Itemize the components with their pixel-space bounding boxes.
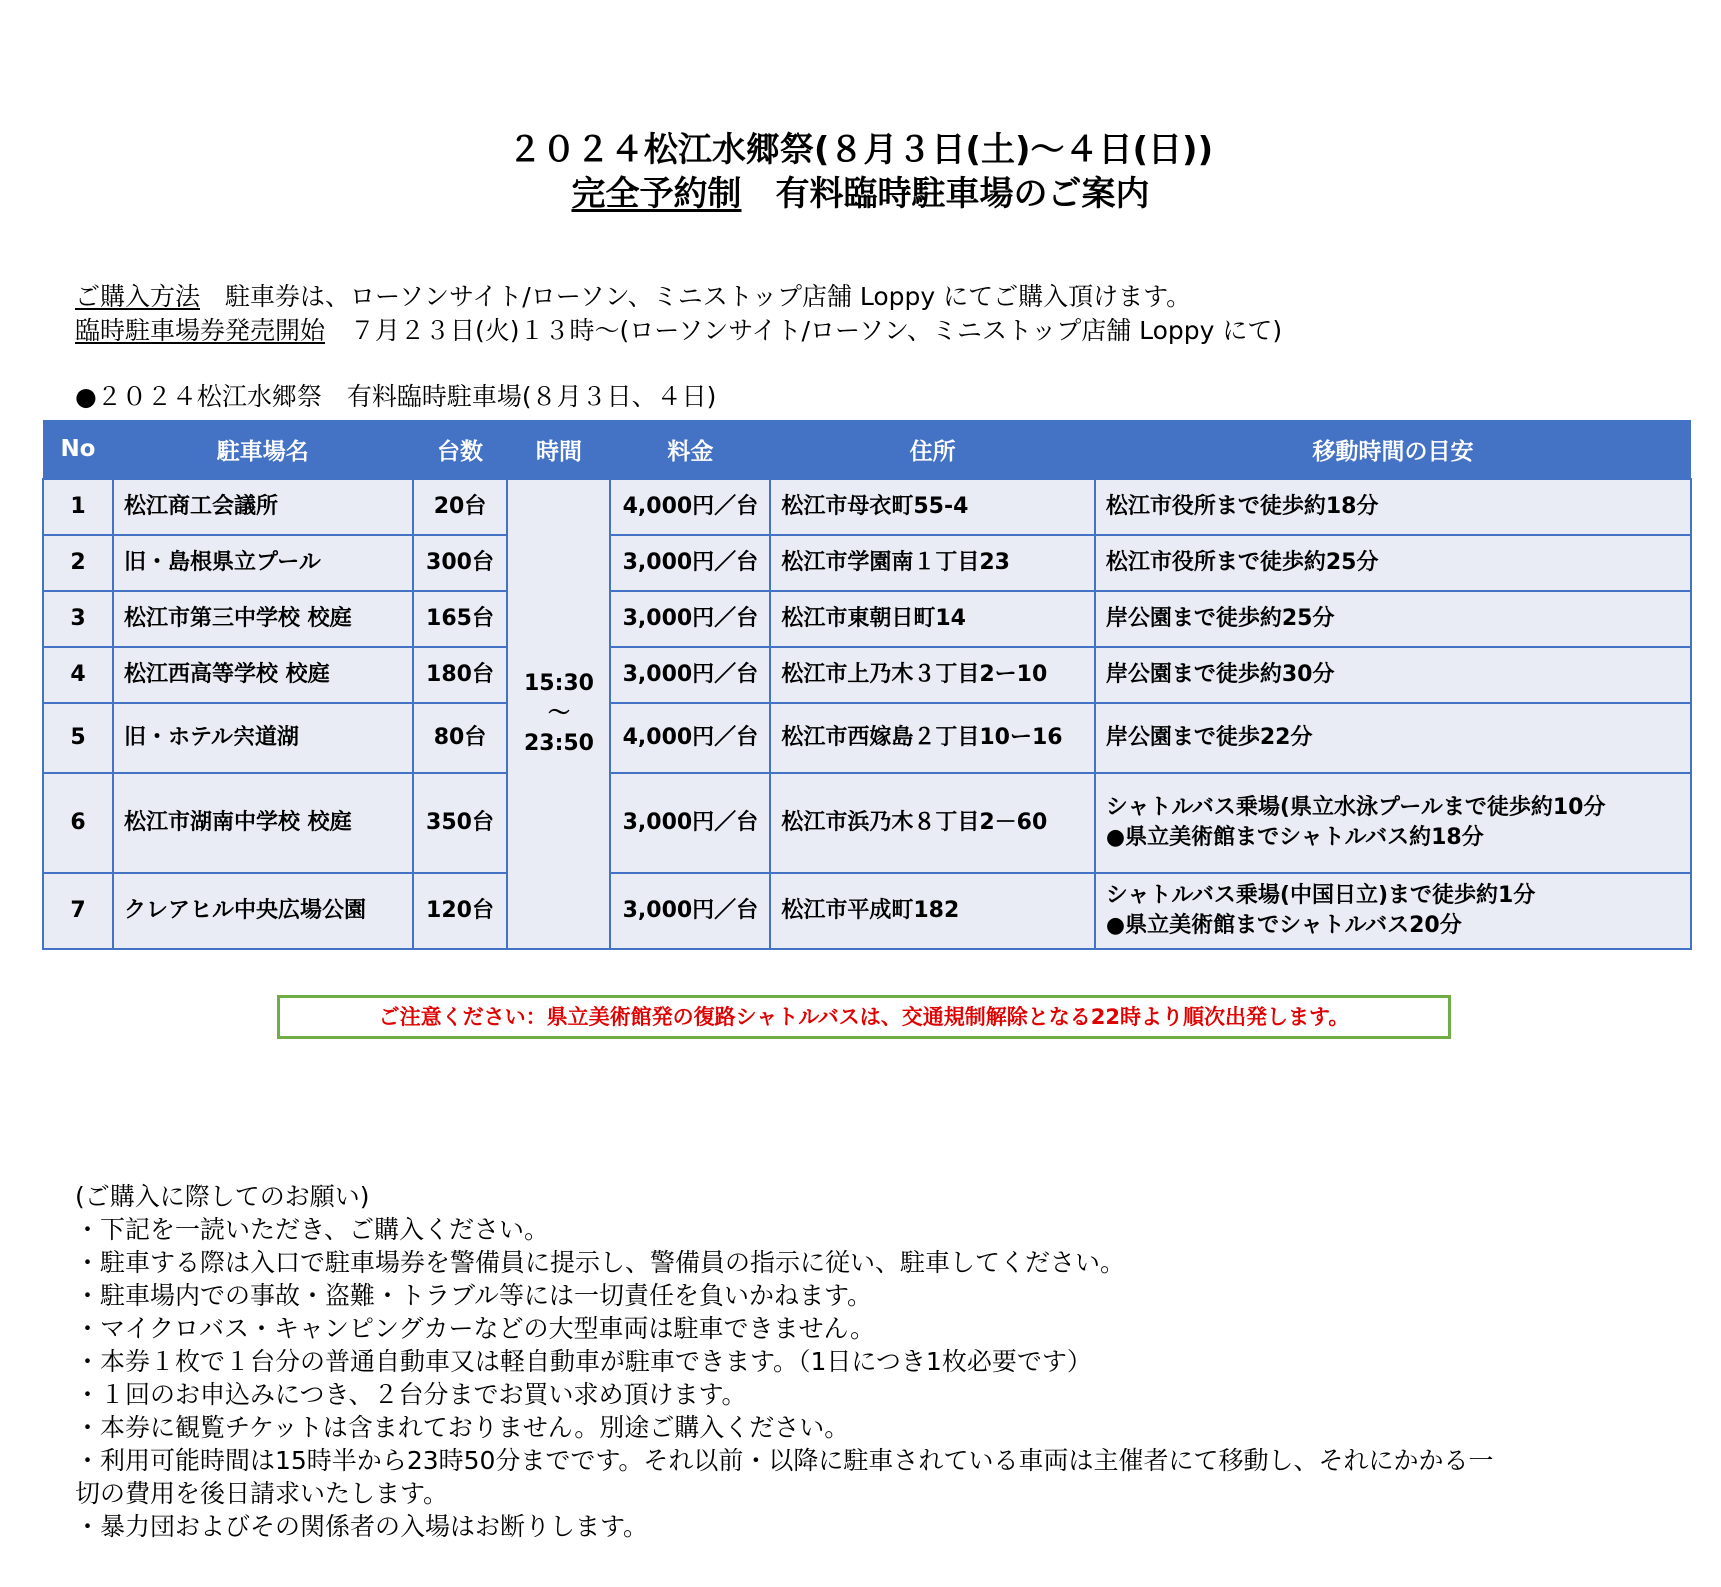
table-row xyxy=(43,535,1691,591)
cell-no: 4 xyxy=(43,647,113,703)
cell-count: 120台 xyxy=(413,873,508,949)
table-row xyxy=(43,591,1691,647)
title-parking-guide: 有料臨時駐車場のご案内 xyxy=(741,174,1150,214)
cell-address: 松江市浜乃木８丁目2－60 xyxy=(770,773,1095,873)
request-item: ・利用可能時間は15時半から23時50分までです。それ以前・以降に駐車されている車両は主催者にて移動し、それにかかる一 xyxy=(75,1446,1494,1475)
cell-count: 300台 xyxy=(413,535,508,591)
parking-table xyxy=(42,420,1692,950)
cell-travel xyxy=(1095,479,1691,535)
table-row xyxy=(43,479,1691,535)
cell-travel xyxy=(1095,591,1691,647)
cell-address: 松江市東朝日町14 xyxy=(770,591,1095,647)
cell-count: 20台 xyxy=(413,479,508,535)
title-line-1: ２０２４松江水郷祭(８月３日(土)～４日(日)) xyxy=(507,130,1214,170)
header-count: 台数 xyxy=(413,420,508,479)
travel-line: シャトルバス乗場(中国日立)まで徒歩約1分 xyxy=(1105,883,1536,908)
cell-no: 5 xyxy=(43,703,113,773)
header-travel: 移動時間の目安 xyxy=(1095,420,1691,479)
cell-fee: 4,000円／台 xyxy=(610,703,770,773)
cell-fee: 3,000円／台 xyxy=(610,535,770,591)
cell-name: 旧・ホテル宍道湖 xyxy=(113,703,413,773)
cell-fee: 3,000円／台 xyxy=(610,647,770,703)
purchase-method xyxy=(75,280,1282,314)
request-item: ・暴力団およびその関係者の入場はお断りします。 xyxy=(75,1512,649,1541)
cell-name: 旧・島根県立プール xyxy=(113,535,413,591)
table-row xyxy=(43,703,1691,773)
request-item: ・駐車場内での事故・盗難・トラブル等には一切責任を負いかねます。 xyxy=(75,1281,873,1310)
table-header-row xyxy=(43,420,1691,479)
purchase-requests xyxy=(75,1180,1675,1543)
travel-line-shuttle: ●県立美術館までシャトルバス約18分 xyxy=(1105,825,1484,850)
request-item: ・１回のお申込みにつき、２台分までお買い求め頂けます。 xyxy=(75,1380,747,1409)
purchase-method-label: ご購入方法 xyxy=(75,282,201,311)
header-no: No xyxy=(43,420,113,479)
travel-line: 松江市役所まで徒歩約25分 xyxy=(1105,550,1379,575)
request-item: 切の費用を後日請求いたします。 xyxy=(75,1479,449,1508)
cell-name: 松江市第三中学校 校庭 xyxy=(113,591,413,647)
cell-name: 松江西高等学校 校庭 xyxy=(113,647,413,703)
time-separator: ～ xyxy=(547,701,570,726)
travel-line: 岸公園まで徒歩約25分 xyxy=(1105,606,1335,631)
sale-start-text: ７月２３日(火)１３時～(ローソンサイト/ローソン、ミニストップ店舗 Loppy にて) xyxy=(325,316,1283,345)
header-fee: 料金 xyxy=(610,420,770,479)
header-name: 駐車場名 xyxy=(113,420,413,479)
cell-travel xyxy=(1095,703,1691,773)
sale-start-label: 臨時駐車場券発売開始 xyxy=(75,316,326,345)
purchase-method-text: 駐車券は、ローソンサイト/ローソン、ミニストップ店舗 Loppy にてご購入頂けます。 xyxy=(200,282,1192,311)
title-line-2 xyxy=(0,172,1721,216)
travel-line: 岸公園まで徒歩22分 xyxy=(1105,725,1313,750)
travel-line-shuttle: ●県立美術館までシャトルバス20分 xyxy=(1105,913,1462,938)
cell-no: 6 xyxy=(43,773,113,873)
time-start: 15:30 xyxy=(523,671,594,696)
cell-count: 350台 xyxy=(413,773,508,873)
cell-fee: 3,000円／台 xyxy=(610,873,770,949)
table-row xyxy=(43,647,1691,703)
purchase-info xyxy=(75,280,1282,348)
cell-count: 180台 xyxy=(413,647,508,703)
cell-name: 松江市湖南中学校 校庭 xyxy=(113,773,413,873)
requests-heading: (ご購入に際してのお願い) xyxy=(75,1182,370,1211)
cell-fee: 3,000円／台 xyxy=(610,591,770,647)
request-item: ・本券１枚で１台分の普通自動車又は軽自動車が駐車できます。（1日につき1枚必要です） xyxy=(75,1347,1092,1376)
cell-address: 松江市母衣町55-4 xyxy=(770,479,1095,535)
table-row xyxy=(43,873,1691,949)
cell-travel xyxy=(1095,873,1691,949)
cell-address: 松江市平成町182 xyxy=(770,873,1095,949)
request-item: ・駐車する際は入口で駐車場券を警備員に提示し、警備員の指示に従い、駐車してください。 xyxy=(75,1248,1126,1277)
travel-line: 岸公園まで徒歩約30分 xyxy=(1105,662,1335,687)
cell-time xyxy=(507,479,610,949)
cell-address: 松江市学園南１丁目23 xyxy=(770,535,1095,591)
title-reservation-only: 完全予約制 xyxy=(571,174,742,214)
shuttle-notice: ご注意ください：県立美術館発の復路シャトルバスは、交通規制解除となる22時より順次出発します。 xyxy=(277,995,1451,1039)
request-item: ・本券に観覧チケットは含まれておりません。別途ご購入ください。 xyxy=(75,1413,850,1442)
header-address: 住所 xyxy=(770,420,1095,479)
cell-travel xyxy=(1095,647,1691,703)
table-title: ●２０２４松江水郷祭 有料臨時駐車場(８月３日、４日) xyxy=(75,382,717,411)
cell-no: 7 xyxy=(43,873,113,949)
cell-no: 3 xyxy=(43,591,113,647)
cell-no: 1 xyxy=(43,479,113,535)
request-item: ・マイクロバス・キャンピングカーなどの大型車両は駐車できません。 xyxy=(75,1314,876,1343)
document-title xyxy=(0,128,1721,216)
cell-address: 松江市上乃木３丁目2ー10 xyxy=(770,647,1095,703)
time-end: 23:50 xyxy=(523,731,594,756)
cell-fee: 4,000円／台 xyxy=(610,479,770,535)
cell-no: 2 xyxy=(43,535,113,591)
cell-count: 165台 xyxy=(413,591,508,647)
header-time: 時間 xyxy=(507,420,610,479)
cell-name: クレアヒル中央広場公園 xyxy=(113,873,413,949)
table-row xyxy=(43,773,1691,873)
cell-address: 松江市西嫁島２丁目10ー16 xyxy=(770,703,1095,773)
cell-fee: 3,000円／台 xyxy=(610,773,770,873)
travel-line: 松江市役所まで徒歩約18分 xyxy=(1105,494,1379,519)
cell-travel xyxy=(1095,535,1691,591)
cell-count: 80台 xyxy=(413,703,508,773)
sale-start xyxy=(75,314,1282,348)
cell-travel xyxy=(1095,773,1691,873)
travel-line: シャトルバス乗場(県立水泳プールまで徒歩約10分 xyxy=(1105,795,1606,820)
request-item: ・下記を一読いただき、ご購入ください。 xyxy=(75,1215,550,1244)
cell-name: 松江商工会議所 xyxy=(113,479,413,535)
